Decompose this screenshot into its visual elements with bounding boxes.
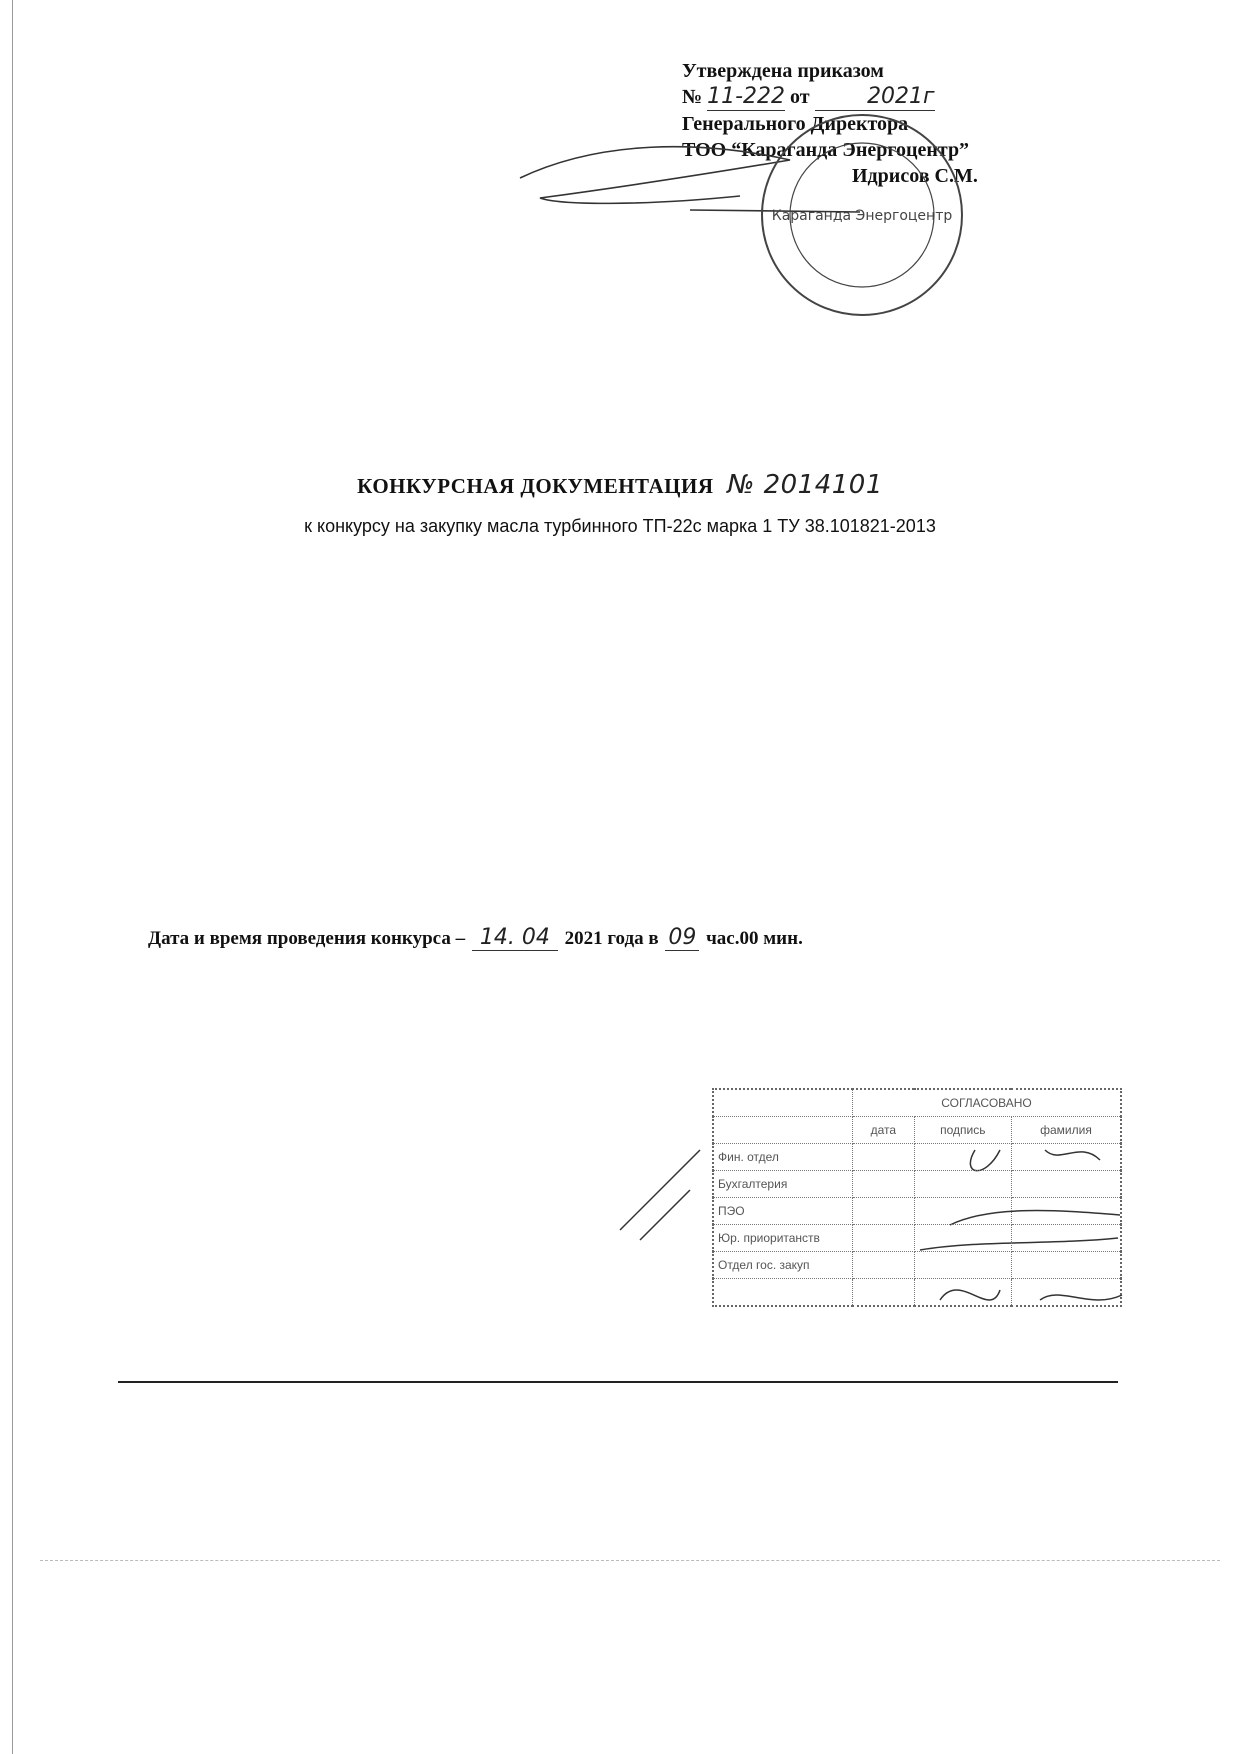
document-number-handwritten: № 2014101 — [727, 470, 883, 500]
stamp-row-label: Юр. приоританств — [713, 1225, 853, 1252]
official-seal — [762, 115, 962, 315]
order-number-handwritten: 11-222 — [707, 84, 786, 109]
stamp-col-signature: подпись — [914, 1117, 1011, 1144]
horizontal-rule — [118, 1381, 1118, 1383]
document-title-line — [0, 470, 1240, 500]
stamp-col-0 — [713, 1117, 853, 1144]
document-subtitle: к конкурсу на закупку масла турбинного ТП-22с марка 1 ТУ 38.101821-2013 — [304, 516, 936, 536]
approval-line-3: Генерального Директора — [682, 113, 909, 135]
date-line-suffix: час.00 мин. — [706, 928, 803, 949]
seal-text: Караганда Энергоцентр — [771, 208, 953, 224]
stamp-row-label: Бухгалтерия — [713, 1171, 853, 1198]
director-name: Идрисов С.М. — [852, 165, 978, 187]
order-from-label: от — [790, 86, 810, 108]
stamp-row — [713, 1198, 1121, 1225]
stamp-row — [713, 1252, 1121, 1279]
date-line-prefix: Дата и время проведения конкурса – — [148, 928, 466, 949]
hour-handwritten: 09 — [665, 925, 699, 951]
stamp-row — [713, 1279, 1121, 1307]
stamp-header: СОГЛАСОВАНО — [853, 1089, 1122, 1117]
stamp-row-label: Фин. отдел — [713, 1144, 853, 1171]
stamp-row-label: ПЭО — [713, 1198, 853, 1225]
approval-line-1: Утверждена приказом — [682, 60, 884, 82]
date-handwritten: 14. 04 — [472, 925, 558, 951]
director-signature — [520, 147, 860, 212]
stamp-col-surname: фамилия — [1011, 1117, 1121, 1144]
stamp-row — [713, 1144, 1121, 1171]
order-number-prefix: № — [682, 86, 703, 108]
stamp-col-date: дата — [853, 1117, 915, 1144]
stamp-row-label: Отдел гос. закуп — [713, 1252, 853, 1279]
approval-stamp-table — [712, 1088, 1122, 1307]
approval-line-4: ТОО “Караганда Энергоцентр” — [682, 139, 970, 161]
stamp-row — [713, 1171, 1121, 1198]
scan-artifact-line — [40, 1560, 1220, 1561]
order-date-handwritten: 2021г — [815, 84, 935, 111]
stamp-row — [713, 1225, 1121, 1252]
date-line — [148, 925, 803, 951]
document-title: КОНКУРСНАЯ ДОКУМЕНТАЦИЯ — [357, 474, 714, 498]
date-line-middle: 2021 года в — [564, 928, 659, 949]
